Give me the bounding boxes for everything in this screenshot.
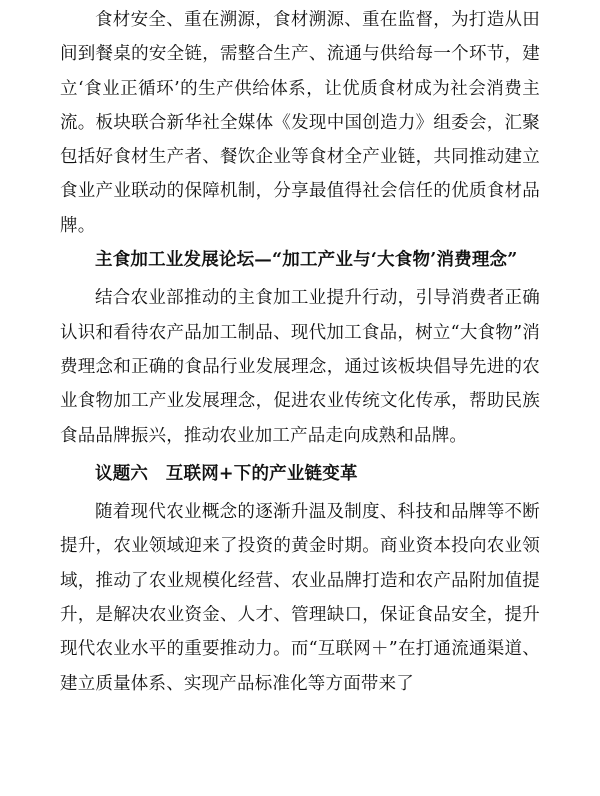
body-paragraph-internet-plus: 随着现代农业概念的逐渐升温及制度、科技和品牌等不断提升，农业领域迎来了投资的黄金时期。商业资本投向农业领域，推动了农业规模化经营、农业品牌打造和农产品附加值提升，是解决农业资金、人才、管理缺口，保证食品安全，提升现代农业水平的重要推动力。而“互联网＋”在打通流通渠道、建立质量体系、实现产品标准化等方面带来了	[60, 502, 540, 694]
section-heading-topic-six: 议题六 互联网+下的产业链变革	[95, 463, 358, 484]
document-page	[60, 3, 540, 701]
body-paragraph-food-safety: 食材安全、重在溯源，食材溯源、重在监督，为打造从田间到餐桌的安全链，需整合生产、流通与供给每一个环节，建立‘食业正循环’的生产供给体系，让优质食材成为社会消费主流。板块联合新华社全媒体《发现中国创造力》组委会，汇聚包括好食材生产者、餐饮企业等食材全产业链，共同推动建立食业产业联动的保障机制，分享最值得社会信任的优质食材品牌。	[60, 10, 540, 236]
section-heading-staple-food-forum: 主食加工业发展论坛—“加工产业与‘大食物’消费理念”	[95, 250, 518, 271]
body-paragraph-staple-food: 结合农业部推动的主食加工业提升行动，引导消费者正确认识和看待农产品加工制品、现代加工食品，树立“大食物”消费理念和正确的食品行业发展理念，通过该板块倡导先进的农业食物加工产业发展理念，促进农业传统文化传承，帮助民族食品品牌振兴，推动农业加工产品走向成熟和品牌。	[60, 288, 540, 446]
